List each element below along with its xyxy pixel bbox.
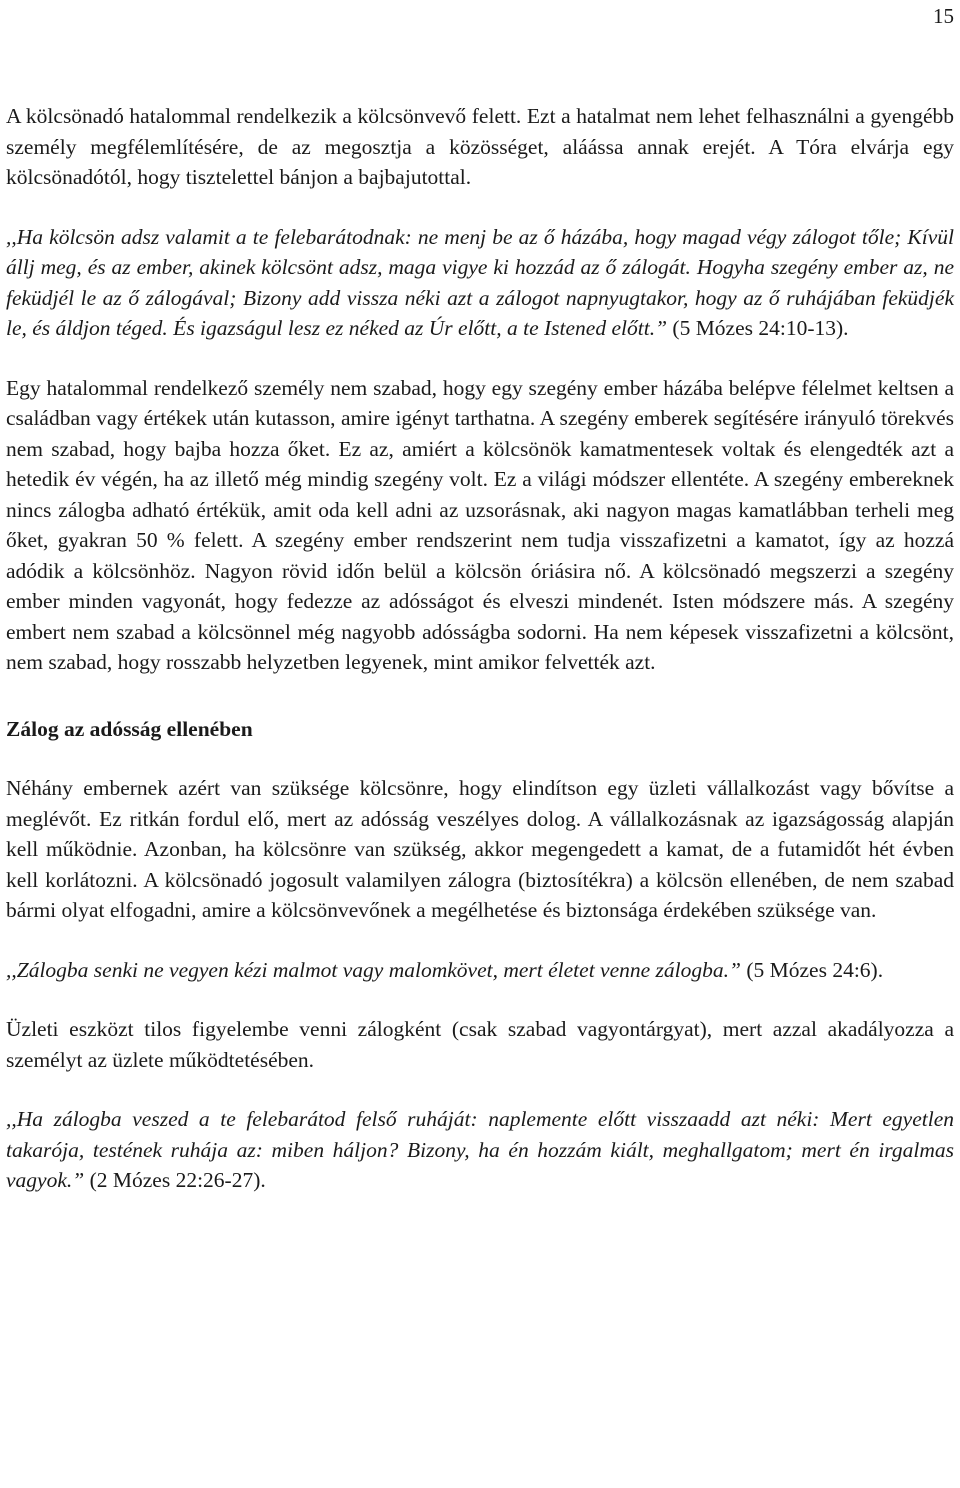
scripture-quote-3	[6, 1104, 954, 1196]
page-content	[6, 101, 954, 1196]
quote-reference: (5 Mózes 24:6).	[740, 957, 884, 982]
quote-reference: (5 Mózes 24:10-13).	[667, 316, 849, 340]
scripture-quote-2	[6, 955, 954, 986]
body-paragraph-2: Egy hatalommal rendelkező személy nem szabad, hogy egy szegény ember házába belépve félelmet keltsen a családban vagy értékek után kutasson, amire igényt tarthatna. A szegény emberek segítésére irányuló törekvés nem szabad, hogy bajba hozza őket. Ez az, amiért a kölcsönök kamatmentesek voltak és elengedték azt a hetedik év végén, ha az illető még mindig szegény volt. Ez a világi módszer ellentéte. A szegény embereknek nincs zálogba adható értékük, amit oda kell adni az uzsorásnak, aki nagyon magas kamatlábban terheli meg őket, gyakran 50 % felett. A szegény ember rendszerint nem tudja visszafizetni a kamatot, így az hozzá adódik a kölcsönhöz. Nagyon rövid idő​n belül a kölcsön óriásira nő. A kölcsönadó megszerzi a szegény ember minden vagyonát, hogy fedezze az adósságot és elveszi mindenét. Isten módszere más. A szegény embert nem szabad a kölcsönnel még nagyobb adósságba sodorni. Ha nem képesek visszafizetni a kölcsönt, nem szabad, hogy rosszabb helyzetben legyenek, mint amikor felvették azt.	[6, 375, 954, 674]
quote-reference: (2 Mózes 22:26-27).	[84, 1168, 266, 1192]
quote-text: ,,Ha zálogba veszed a te felebarátod felső ruháját: naplemente előtt visszaadd azt néki: Mert egyetlen takarója, testének ruhája az: miben háljon? Bizony, ha én hozzám kiált, meghallgatom; mert én irgalmas vagyok.”	[6, 1107, 954, 1192]
quote-text: ,,Ha kölcsön adsz valamit a te felebarátodnak: ne menj be az ő házába, hogy magad végy zálogot tőle; Kívül állj meg, és az ember, akinek kölcsönt adsz, maga vigye ki hozzád az ő zálogát. Hogyha szegény ember az, ne feküdjél le az ő zálogával; Bizony add vissza néki azt a zálogot napnyugtakor, hogy az ő ruhájában feküdjék le, és áldjon téged. És igazságul lesz ez néked az Úr előtt, a te Istened előtt.”	[6, 224, 954, 340]
page-number: 15	[933, 4, 954, 28]
quote-text: ,,Zálogba senki ne vegyen kézi malmot vagy malomkövet, mert életet venne zálogba.”	[6, 957, 741, 982]
intro-paragraph: A kölcsönadó hatalommal rendelkezik a kölcsönvevő felett. Ezt a hatalmat nem lehet felhasználni a gyengébb személy megfélemlítésére, de az megosztja a közösséget, aláássa annak erejét. A Tóra elvárja egy kölcsönadótól, hogy tisztelettel bánjon a bajbajutottal.	[6, 104, 954, 189]
body-paragraph-4: Üzleti eszközt tilos figyelembe venni zálogként (csak szabad vagyontárgyat), mert azzal akadályozza a személyt az üzlete működtetésében.	[6, 1017, 954, 1072]
body-paragraph-3: Néhány embernek azért van szüksége kölcsönre, hogy elindítson egy üzleti vállalkozást vagy bővítse a meglévőt. Ez ritkán fordul elő, mert az adósság veszélyes dolog. A vállalkozásnak az igazságosság alapján kell működnie. Azonban, ha kölcsönre van szükség, akkor megengedett a kamat, de a futamidőt hét évben kell korlátozni. A kölcsönadó jogosult valamilyen zálogra (biztosítékra) a kölcsön ellenében, de nem szabad bármi olyat elfogadni, amire a kölcsönvevőnek a megélhetése és biztonsága érdekében szüksége van.	[6, 776, 954, 922]
section-heading: Zálog az adósság ellenében	[6, 716, 253, 741]
scripture-quote-1	[6, 222, 954, 344]
